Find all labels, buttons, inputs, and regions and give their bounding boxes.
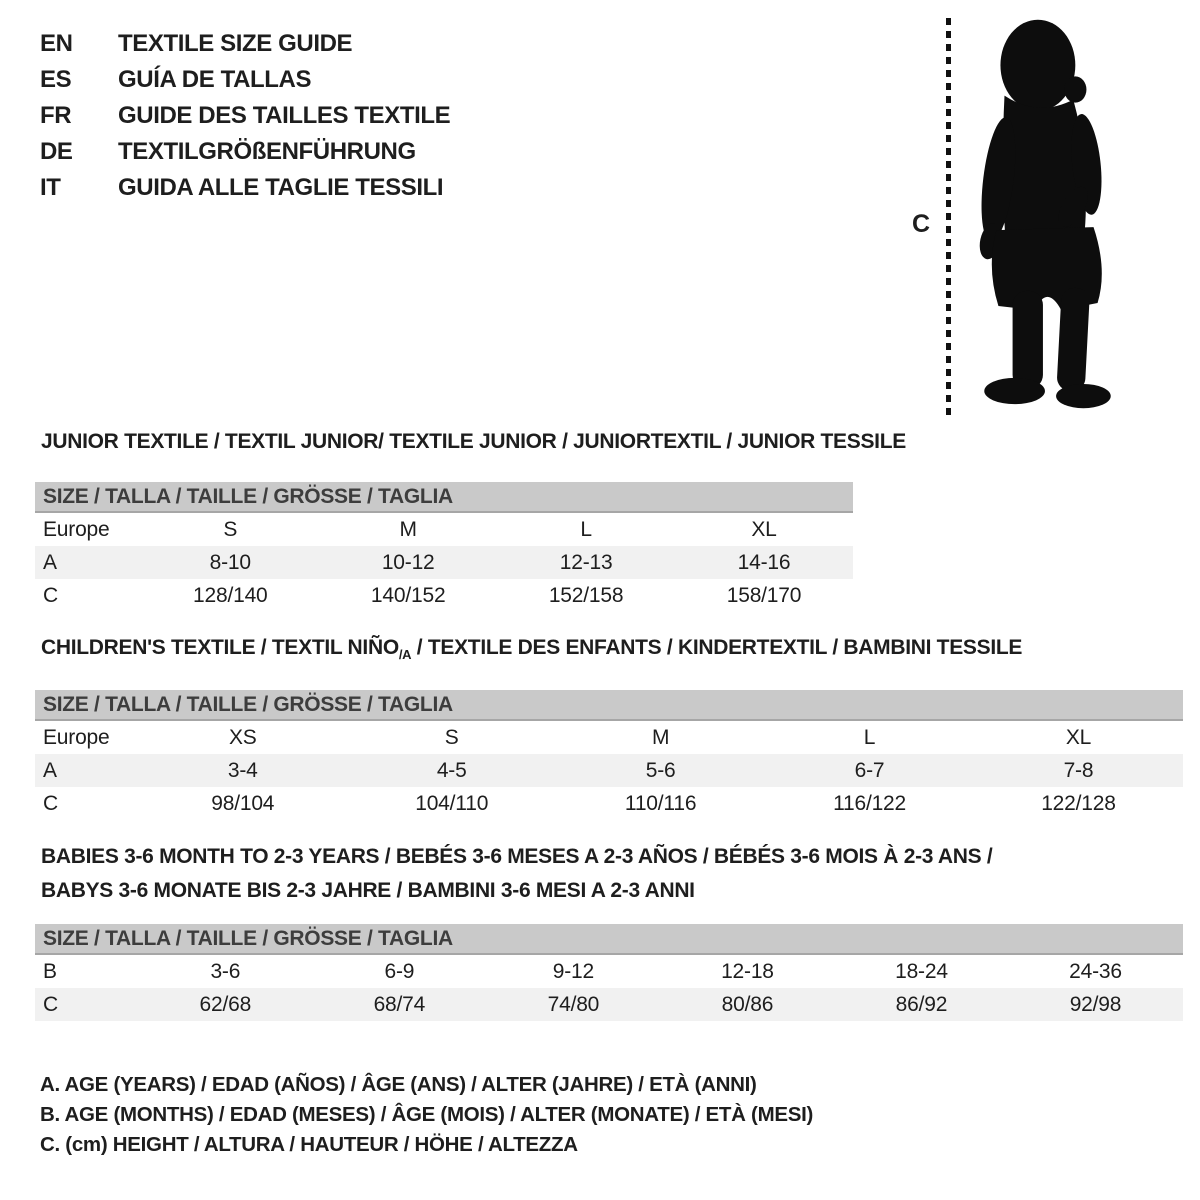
language-row-es <box>40 62 450 98</box>
cell: 9-12 <box>552 959 594 983</box>
cell: 14-16 <box>737 550 791 574</box>
col-header: XL <box>1065 725 1092 749</box>
figure-height-label: C <box>912 210 931 238</box>
col-header: L <box>863 725 876 749</box>
language-title: TEXTILE SIZE GUIDE <box>118 30 353 57</box>
cell: 104/110 <box>415 791 489 815</box>
cell: 12-18 <box>721 959 774 983</box>
table-row-a <box>35 546 853 579</box>
col-header: L <box>580 517 592 541</box>
cell: 92/98 <box>1069 992 1122 1016</box>
col-header: S <box>223 517 238 541</box>
cell: 3-4 <box>227 758 258 782</box>
row-label: A <box>43 758 57 782</box>
col-header: M <box>399 517 417 541</box>
language-title: GUIDA ALLE TAGLIE TESSILI <box>118 174 444 201</box>
language-code: ES <box>40 66 72 93</box>
cell: 128/140 <box>193 583 268 607</box>
cell: 152/158 <box>548 583 624 607</box>
section-title-line2: BABYS 3-6 MONATE BIS 2-3 JAHRE / BAMBINI 3-6 MESI A 2-3 ANNI <box>41 879 695 902</box>
row-label: C <box>43 992 58 1016</box>
language-code: DE <box>40 138 73 165</box>
babies-size-table <box>35 924 1183 1021</box>
cell: 3-6 <box>210 959 241 983</box>
language-title: TEXTILGRÖßENFÜHRUNG <box>118 138 416 165</box>
row-label: C <box>43 583 58 607</box>
section-title: JUNIOR TEXTILE / TEXTIL JUNIOR/ TEXTILE JUNIOR / JUNIORTEXTIL / JUNIOR TESSILE <box>41 430 906 453</box>
cell: 158/170 <box>726 583 802 607</box>
cell: 74/80 <box>547 992 600 1016</box>
section-title-line1: BABIES 3-6 MONTH TO 2-3 YEARS / BEBÉS 3-6 MESES A 2-3 AÑOS / BÉBÉS 3-6 MOIS À 2-3 ANS / <box>41 845 993 868</box>
col-header: Europe <box>43 517 110 541</box>
baby-silhouette-icon <box>962 14 1134 420</box>
section-junior-textile <box>35 430 906 612</box>
cell: 5-6 <box>645 758 676 782</box>
cell: 4-5 <box>436 758 467 782</box>
col-header: XL <box>751 517 777 541</box>
language-row-en <box>40 26 450 62</box>
cell: 10-12 <box>381 550 435 574</box>
row-label: A <box>43 550 57 574</box>
language-row-de <box>40 134 450 170</box>
cell: 6-9 <box>384 959 415 983</box>
section-title-subscript: /A <box>398 647 412 662</box>
children-size-table <box>35 690 1183 820</box>
size-header-bar: SIZE / TALLA / TAILLE / GRÖSSE / TAGLIA <box>35 924 1183 955</box>
cell: 68/74 <box>373 992 426 1016</box>
language-code: FR <box>40 102 72 129</box>
cell: 7-8 <box>1063 758 1094 782</box>
section-title <box>35 636 1183 662</box>
language-code: EN <box>40 30 73 57</box>
cell: 140/152 <box>370 583 446 607</box>
cell: 98/104 <box>211 791 275 815</box>
row-label: C <box>43 791 58 815</box>
col-header: Europe <box>43 725 110 749</box>
table-header-row <box>35 513 853 546</box>
section-children-textile <box>35 636 1183 820</box>
table-row-b <box>35 955 1183 988</box>
language-title: GUIDE DES TAILLES TEXTILE <box>118 102 451 129</box>
size-header-bar: SIZE / TALLA / TAILLE / GRÖSSE / TAGLIA <box>35 690 1183 721</box>
table-row-a <box>35 754 1183 787</box>
cell: 110/116 <box>624 791 697 815</box>
size-header-bar: SIZE / TALLA / TAILLE / GRÖSSE / TAGLIA <box>35 482 853 513</box>
section-title-text: CHILDREN'S TEXTILE / TEXTIL NIÑO <box>41 636 399 659</box>
note-age-months: B. AGE (MONTHS) / EDAD (MESES) / ÂGE (MOIS) / ALTER (MONATE) / ETÀ (MESI) <box>40 1103 814 1126</box>
table-row-c <box>35 988 1183 1021</box>
table-row-c <box>35 579 853 612</box>
section-title-text: / TEXTILE DES ENFANTS / KINDERTEXTIL / BAMBINI TESSILE <box>411 636 1023 659</box>
legend-notes <box>40 1070 813 1160</box>
cell: 116/122 <box>833 791 907 815</box>
col-header: S <box>444 725 459 749</box>
language-row-it <box>40 170 450 206</box>
table-row-c <box>35 787 1183 820</box>
row-label: B <box>43 959 57 983</box>
language-title: GUÍA DE TALLAS <box>118 66 312 93</box>
cell: 12-13 <box>559 550 613 574</box>
col-header: XS <box>228 725 257 749</box>
note-age-years: A. AGE (YEARS) / EDAD (AÑOS) / ÂGE (ANS) / ALTER (JAHRE) / ETÀ (ANNI) <box>40 1073 757 1096</box>
cell: 18-24 <box>895 959 948 983</box>
cell: 122/128 <box>1041 791 1116 815</box>
cell: 86/92 <box>895 992 948 1016</box>
note-height-cm: C. (cm) HEIGHT / ALTURA / HAUTEUR / HÖHE / ALTEZZA <box>40 1133 578 1156</box>
height-measure-dashed-line <box>946 18 951 416</box>
cell: 6-7 <box>854 758 885 782</box>
section-title <box>35 840 1183 908</box>
cell: 24-36 <box>1069 959 1122 983</box>
col-header: M <box>651 725 670 749</box>
section-babies-textile <box>35 840 1183 1021</box>
table-header-row <box>35 721 1183 754</box>
language-code: IT <box>40 174 61 201</box>
language-title-list <box>40 26 450 206</box>
cell: 8-10 <box>209 550 251 574</box>
language-row-fr <box>40 98 450 134</box>
cell: 62/68 <box>199 992 252 1016</box>
cell: 80/86 <box>721 992 774 1016</box>
junior-size-table <box>35 482 853 612</box>
